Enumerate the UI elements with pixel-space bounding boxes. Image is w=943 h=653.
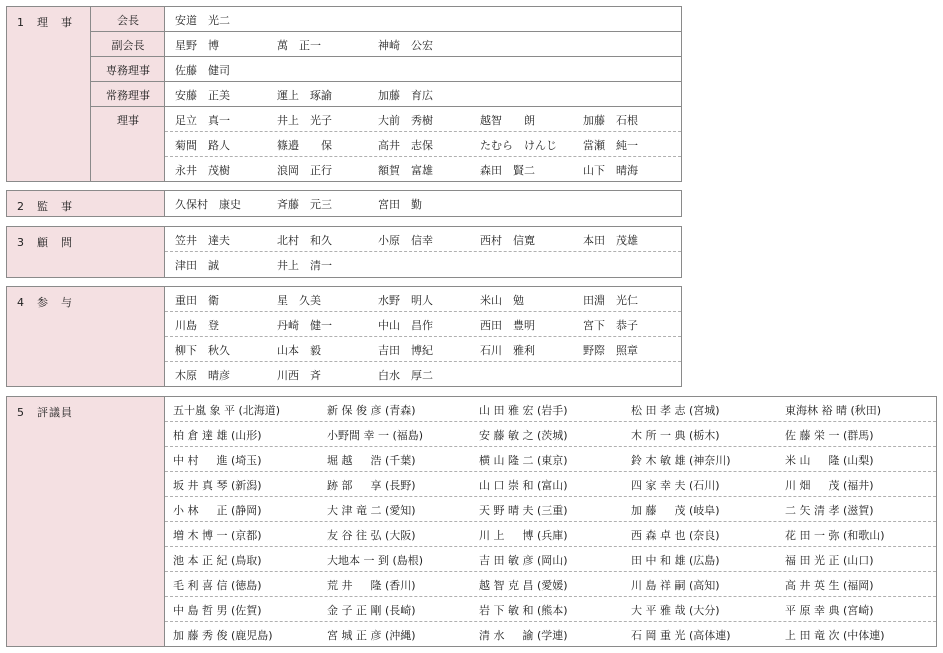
section-title: 3 顧 問 <box>17 236 73 249</box>
member-name: 中 島 哲 男 (佐賀) <box>173 604 262 617</box>
member-name: 佐 藤 栄 一 (群馬) <box>785 429 874 442</box>
member-name: 佐藤 健司 <box>175 64 230 77</box>
member-name: 毛 利 喜 信 (徳島) <box>173 579 262 592</box>
member-name: 宮下 恭子 <box>583 319 638 332</box>
member-name: 神崎 公宏 <box>378 39 433 52</box>
member-name: 跡 部 享 (長野) <box>327 479 416 492</box>
section-councilors <box>6 396 937 647</box>
member-name: 二 矢 清 孝 (滋賀) <box>785 504 874 517</box>
table-row <box>165 191 681 216</box>
member-name: 金 子 正 剛 (長崎) <box>327 604 416 617</box>
member-name: 大 平 雅 哉 (大分) <box>631 604 720 617</box>
member-name: 當瀬 純一 <box>583 139 638 152</box>
table-row <box>165 82 681 107</box>
member-name: 荒 井 隆 (香川) <box>327 579 416 592</box>
table-row <box>165 572 936 597</box>
section-label <box>7 397 165 646</box>
table-row <box>165 227 681 252</box>
member-name: 津田 誠 <box>175 259 219 272</box>
member-name: 川 畑 茂 (福井) <box>785 479 874 492</box>
role-label: 理事 <box>117 114 139 127</box>
member-name: 西 森 卓 也 (奈良) <box>631 529 720 542</box>
role-label: 副会長 <box>111 39 145 52</box>
member-name: 花 田 一 弥 (和歌山) <box>785 529 885 542</box>
member-name: 柳下 秋久 <box>175 344 230 357</box>
member-name: 木 所 一 典 (栃木) <box>631 429 720 442</box>
section-advisors <box>6 226 682 278</box>
member-name: 山本 毅 <box>277 344 321 357</box>
member-name: たむら けんじ <box>480 139 557 152</box>
member-name: 山 口 崇 和 (富山) <box>479 479 568 492</box>
table-row <box>165 7 681 32</box>
member-name: 星野 博 <box>175 39 219 52</box>
member-name: 友 谷 往 弘 (大阪) <box>327 529 416 542</box>
member-name: 森田 賢二 <box>480 164 535 177</box>
member-name: 増 木 博 一 (京都) <box>173 529 262 542</box>
member-name: 米 山 隆 (山梨) <box>785 454 874 467</box>
section-label <box>7 287 165 386</box>
section-auditors <box>6 190 682 217</box>
section-title: 1 理 事 <box>17 16 73 29</box>
table-row <box>165 422 936 447</box>
member-name: 東海林 裕 晴 (秋田) <box>785 404 882 417</box>
table-row <box>165 312 681 337</box>
member-name: 菊間 路人 <box>175 139 230 152</box>
member-name: 池 本 正 紀 (鳥取) <box>173 554 262 567</box>
member-name: 田淵 光仁 <box>583 294 638 307</box>
table-row <box>165 57 681 82</box>
member-name: 柏 倉 達 雄 (山形) <box>173 429 262 442</box>
member-name: 田 中 和 雄 (広島) <box>631 554 720 567</box>
member-name: 中 村 進 (埼玉) <box>173 454 262 467</box>
member-name: 白水 厚二 <box>378 369 433 382</box>
member-name: 加 藤 秀 俊 (鹿児島) <box>173 629 273 642</box>
member-name: 永井 茂樹 <box>175 164 230 177</box>
member-name: 堀 越 浩 (千葉) <box>327 454 416 467</box>
section-label <box>7 227 165 277</box>
member-name: 天 野 晴 夫 (三重) <box>479 504 568 517</box>
member-name: 越 智 克 昌 (愛媛) <box>479 579 568 592</box>
member-name: 松 田 孝 志 (宮城) <box>631 404 720 417</box>
table-row <box>165 157 681 182</box>
section-label <box>7 7 91 181</box>
table-row <box>165 597 936 622</box>
member-name: 鈴 木 敏 雄 (神奈川) <box>631 454 731 467</box>
member-name: 川 島 祥 嗣 (高知) <box>631 579 720 592</box>
member-name: 高 井 英 生 (福岡) <box>785 579 874 592</box>
member-name: 加藤 育広 <box>378 89 433 102</box>
member-name: 笠井 達夫 <box>175 234 230 247</box>
section-title: 2 監 事 <box>17 200 73 213</box>
table-row <box>165 547 936 572</box>
member-name: 浪岡 正行 <box>277 164 332 177</box>
role-label: 専務理事 <box>106 64 150 77</box>
member-name: 大地本 一 到 (島根) <box>327 554 424 567</box>
section-title: 5 評議員 <box>17 406 73 419</box>
member-name: 福 田 光 正 (山口) <box>785 554 874 567</box>
member-name: 上 田 竜 次 (中体連) <box>785 629 885 642</box>
section-title: 4 参 与 <box>17 296 73 309</box>
member-name: 宮田 勤 <box>378 198 422 211</box>
member-name: 横 山 隆 二 (東京) <box>479 454 568 467</box>
member-name: 水野 明人 <box>378 294 433 307</box>
table-row <box>165 252 681 277</box>
member-name: 山 田 雅 宏 (岩手) <box>479 404 568 417</box>
table-row <box>165 362 681 387</box>
member-name: 小原 信幸 <box>378 234 433 247</box>
member-name: 吉 田 敏 彦 (岡山) <box>479 554 568 567</box>
section-board-directors <box>6 6 682 182</box>
member-name: 小野間 幸 一 (福島) <box>327 429 424 442</box>
member-name: 川 上 博 (兵庫) <box>479 529 568 542</box>
role-label: 常務理事 <box>106 89 150 102</box>
member-name: 高井 志保 <box>378 139 433 152</box>
table-row <box>165 472 936 497</box>
member-name: 川西 斉 <box>277 369 321 382</box>
member-name: 足立 真一 <box>175 114 230 127</box>
member-name: 四 家 幸 夫 (石川) <box>631 479 720 492</box>
member-name: 丹崎 健一 <box>277 319 332 332</box>
member-name: 吉田 博紀 <box>378 344 433 357</box>
member-name: 重田 衛 <box>175 294 219 307</box>
member-name: 萬 正一 <box>277 39 321 52</box>
section-label <box>7 191 165 216</box>
member-name: 岩 下 敏 和 (熊本) <box>479 604 568 617</box>
member-name: 安 藤 敏 之 (茨城) <box>479 429 568 442</box>
member-name: 木原 晴彦 <box>175 369 230 382</box>
member-name: 石 岡 重 光 (高体連) <box>631 629 731 642</box>
member-name: 久保村 康史 <box>175 198 241 211</box>
table-row <box>165 287 681 312</box>
member-name: 篠邉 保 <box>277 139 332 152</box>
member-name: 越智 朗 <box>480 114 535 127</box>
member-name: 小 林 正 (静岡) <box>173 504 262 517</box>
role-label: 会長 <box>117 14 139 27</box>
member-name: 星 久美 <box>277 294 321 307</box>
table-row <box>165 32 681 57</box>
table-row <box>165 497 936 522</box>
member-name: 中山 昌作 <box>378 319 433 332</box>
member-name: 平 原 幸 典 (宮崎) <box>785 604 874 617</box>
table-row <box>165 397 936 422</box>
member-name: 山下 晴海 <box>583 164 638 177</box>
member-name: 西村 信寛 <box>480 234 535 247</box>
table-row <box>165 622 936 647</box>
member-name: 米山 勉 <box>480 294 524 307</box>
table-row <box>165 132 681 157</box>
member-name: 斉藤 元三 <box>277 198 332 211</box>
member-name: 宮 城 正 彦 (沖縄) <box>327 629 416 642</box>
member-name: 川島 登 <box>175 319 219 332</box>
member-name: 運上 琢諭 <box>277 89 332 102</box>
table-row <box>165 337 681 362</box>
member-name: 加藤 石根 <box>583 114 638 127</box>
member-name: 安藤 正美 <box>175 89 230 102</box>
member-name: 安道 光二 <box>175 14 230 27</box>
member-name: 井上 清一 <box>277 259 332 272</box>
member-name: 清 水 諭 (学連) <box>479 629 568 642</box>
section-counselors <box>6 286 682 387</box>
member-name: 北村 和久 <box>277 234 332 247</box>
member-name: 新 保 俊 彦 (青森) <box>327 404 416 417</box>
table-row <box>165 107 681 132</box>
member-name: 五十嵐 象 平 (北海道) <box>173 404 281 417</box>
member-name: 坂 井 真 琴 (新潟) <box>173 479 262 492</box>
member-name: 大前 秀樹 <box>378 114 433 127</box>
member-name: 額賀 富雄 <box>378 164 433 177</box>
table-row <box>165 522 936 547</box>
member-name: 大 津 竜 二 (愛知) <box>327 504 416 517</box>
member-name: 加 藤 茂 (岐阜) <box>631 504 720 517</box>
member-name: 井上 光子 <box>277 114 332 127</box>
member-name: 野際 照章 <box>583 344 638 357</box>
table-row <box>165 447 936 472</box>
member-name: 石川 雅利 <box>480 344 535 357</box>
member-name: 西田 豊明 <box>480 319 535 332</box>
member-name: 本田 茂雄 <box>583 234 638 247</box>
role-column <box>91 7 165 181</box>
